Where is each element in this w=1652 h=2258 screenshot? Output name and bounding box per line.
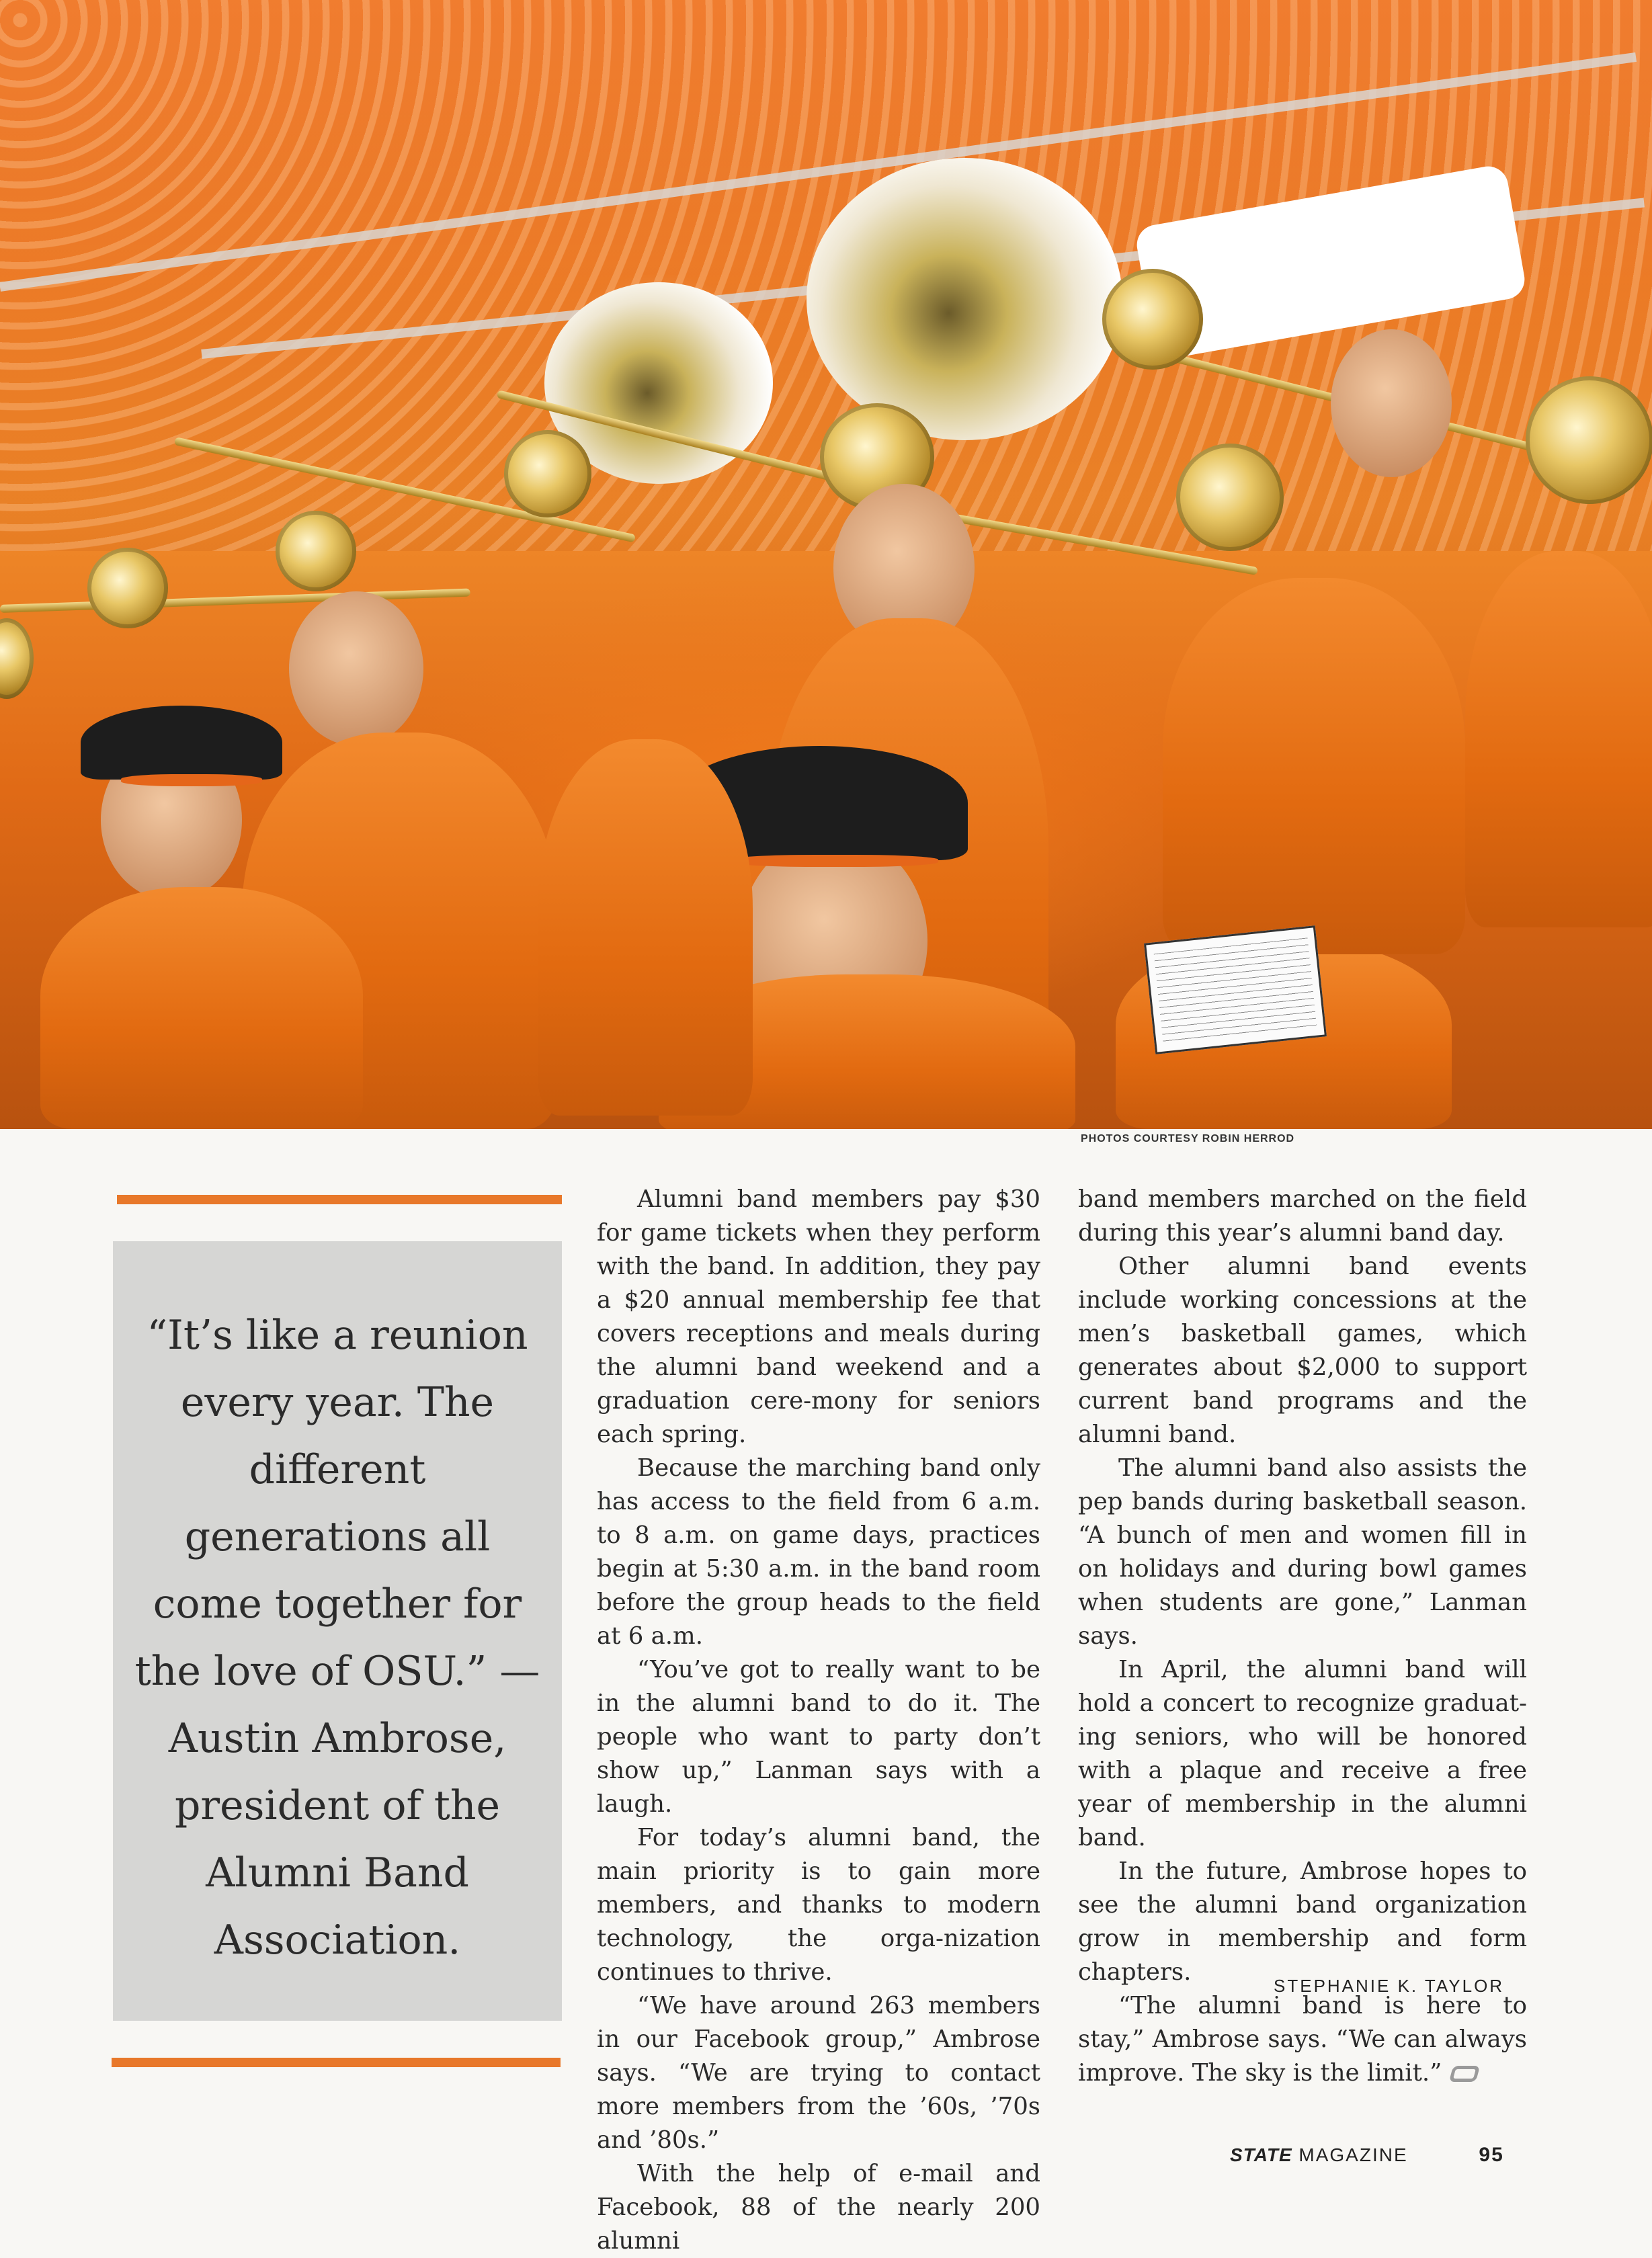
musician	[1465, 551, 1652, 927]
pull-quote-top-rule	[117, 1195, 562, 1204]
trombone-bell	[1102, 269, 1203, 370]
trombone-bell	[1526, 376, 1652, 504]
paragraph: With the help of e-mail and Facebook, 88 of the nearly 200 alumni	[597, 2160, 1040, 2255]
paragraph: In the future, Ambrose hopes to see the alumni band organization grow in membership and form chapters.	[1078, 1857, 1527, 1986]
pull-quote-text: “It’s like a reunion every year. The different generations all come together for the love of OSU.” — Austin Ambrose, president of the Alumni Band Association.	[134, 1312, 540, 1964]
photo-credit: PHOTOS COURTESY ROBIN HERROD	[1081, 1133, 1295, 1144]
closing-paragraph	[1078, 1989, 1527, 2090]
paragraph: In April, the alumni band will hold a concert to recognize graduat-ing seniors, who will be honored with a plaque and receive a free year of membership in the alumni band.	[1078, 1656, 1527, 1851]
page-number: 95	[1479, 2144, 1504, 2166]
paragraph: The alumni band also assists the pep bands during basketball season. “A bunch of men and women fill in on holidays and during bowl games when students are gone,” Lanman says.	[1078, 1454, 1527, 1650]
magazine-brand: STATE	[1230, 2144, 1292, 2165]
end-mark-icon	[1449, 2066, 1480, 2082]
page-footer	[1230, 2144, 1504, 2167]
magazine-label: MAGAZINE	[1298, 2144, 1408, 2165]
musician	[538, 739, 753, 1116]
trombone-bell	[504, 430, 591, 517]
byline: STEPHANIE K. TAYLOR	[1274, 1976, 1505, 1996]
closing-text: “The alumni band is here to stay,” Ambrose says. “We can always improve. The sky is the limit.”	[1078, 1992, 1527, 2087]
pull-quote-bottom-rule	[112, 2058, 561, 2067]
music-lyre-sheet	[1144, 925, 1327, 1054]
paragraph: “You’ve got to really want to be in the alumni band to do it. The people who want to party don’t show up,” Lanman says with a laugh.	[597, 1656, 1040, 1818]
baseball-cap	[81, 706, 282, 780]
musician-head	[289, 591, 423, 746]
paragraph: band members marched on the field during this year’s alumni band day.	[1078, 1185, 1527, 1247]
musician	[1163, 578, 1465, 954]
paragraph: For today’s alumni band, the main priority is to gain more members, and thanks to modern technology, the orga-nization continues to thrive.	[597, 1824, 1040, 1986]
trombone-bell	[0, 618, 34, 699]
trombone-bell	[87, 548, 168, 628]
trombone-bell	[276, 511, 356, 591]
paragraph: Other alumni band events include working concessions at the men’s basketball games, which generates about $2,000 to support current band programs and the alumni band.	[1078, 1253, 1527, 1448]
musician	[40, 887, 363, 1129]
trombone-bell	[1176, 444, 1284, 551]
pull-quote-box	[113, 1241, 562, 2021]
musician-head	[1331, 329, 1452, 477]
paragraph: “We have around 263 members in our Facebook group,” Ambrose says. “We are trying to contact more members from the ’60s, ’70s and ’80s.”	[597, 1992, 1040, 2154]
article-column-right	[1078, 1183, 1527, 2090]
paragraph: Alumni band members pay $30 for game tickets when they perform with the band. In addition, they pay a $20 annual membership fee that covers receptions and meals during the alumni band weekend and a graduation cere-mony for seniors each spring.	[597, 1185, 1040, 1448]
article-column-left	[597, 1183, 1040, 2258]
paragraph: Because the marching band only has access to the field from 6 a.m. to 8 a.m. on game days, practices begin at 5:30 a.m. in the band room before the group heads to the field at 6 a.m.	[597, 1454, 1040, 1650]
sousaphone-bell	[807, 158, 1122, 440]
